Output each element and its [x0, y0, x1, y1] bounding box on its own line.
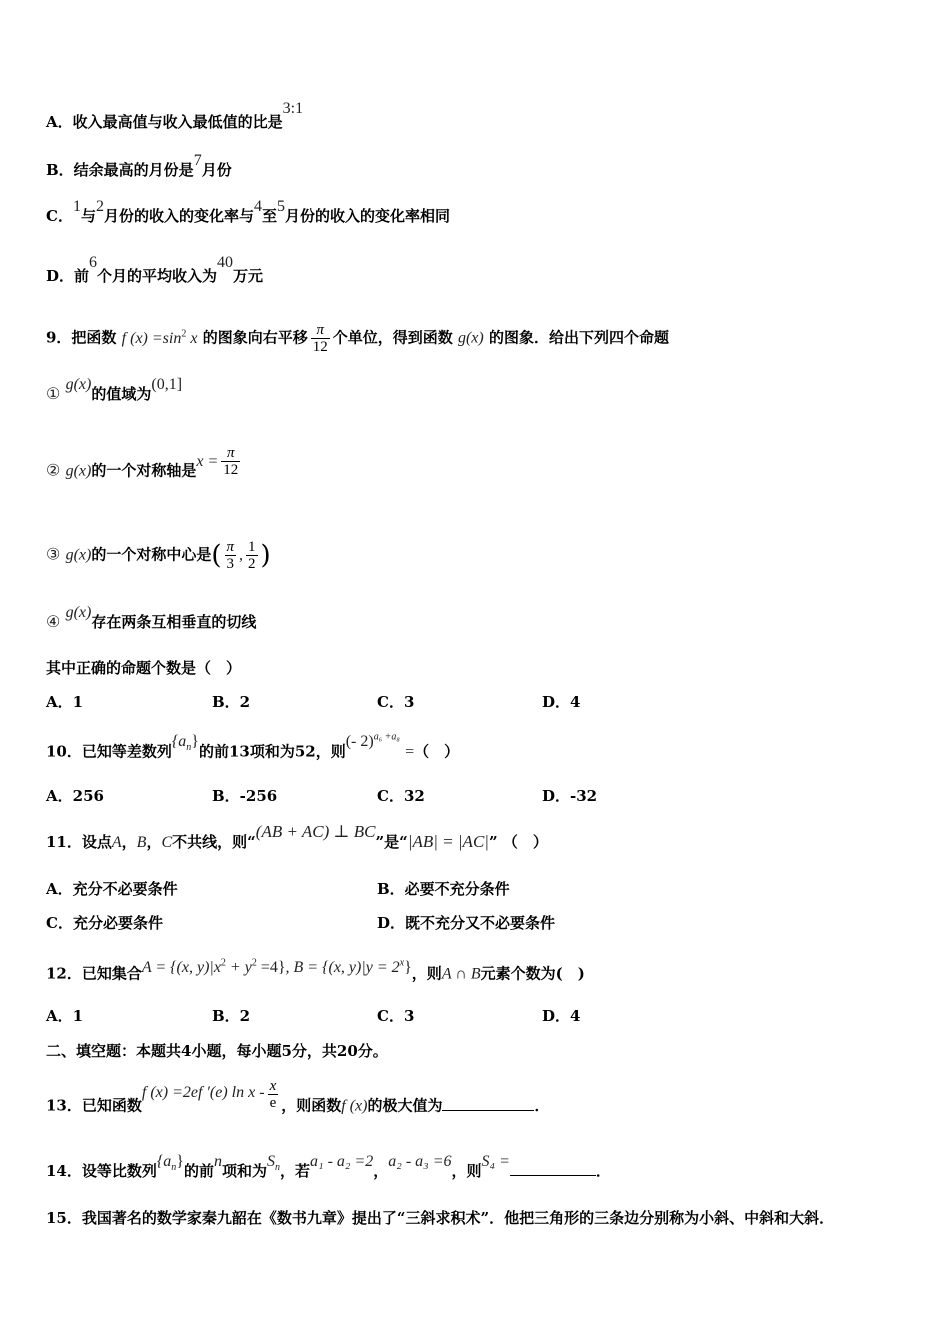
q14-eq1: a₁ - a₂ =2	[310, 1153, 374, 1170]
q9-p1-mark: ①	[46, 386, 61, 403]
q13-answer-blank[interactable]	[442, 1096, 534, 1111]
q8-option-a-math: 3:1	[282, 100, 304, 117]
q14-end: ．	[595, 1162, 611, 1180]
q9-p3-mark: ③	[46, 546, 61, 564]
q9-p4-mark: ④	[46, 614, 61, 631]
q15-stem: 15．我国著名的数学家秦九韶在《数书九章》提出了“三斜求积术”．他把三角形的三条边分别称为小斜、中斜和大斜．	[46, 1209, 835, 1227]
q8-option-a-label: A．收入最高值与收入最低值的比是	[46, 113, 283, 131]
q12-option-a: A．1	[46, 1007, 84, 1025]
q8-option-c-t2: 月份的收入的变化率与	[103, 207, 254, 225]
q11-point-a: A	[111, 834, 122, 851]
q9-p1-g: g(x)	[65, 376, 92, 393]
q9-p2-x: x =	[196, 452, 219, 470]
q8-option-c-t3: 至	[261, 207, 277, 225]
q9-p3-frac-half: $\frac{1}{2}$	[248, 539, 256, 572]
q14-t5: ，则	[451, 1162, 482, 1180]
q14-stem	[46, 1153, 611, 1188]
q12-option-d: D．4	[542, 1007, 581, 1025]
q9-option-d: D．4	[542, 693, 581, 711]
q11-option-d: D．既不充分又不必要条件	[377, 914, 556, 932]
section-2-heading: 二、填空题：本题共4小题，每小题5分，共20分。	[46, 1042, 388, 1060]
q12-set-a: A = {(x, $y)|x^2 + y^2 =4$}	[141, 958, 286, 977]
q13-function: f (x) =2ef ′(e) ln x -	[141, 1083, 265, 1101]
left-paren-icon: (	[211, 540, 222, 571]
q13-mid: ，则函数	[281, 1096, 342, 1115]
q9-option-b: B．2	[212, 693, 251, 711]
q8-option-d-n1: 6	[89, 254, 98, 271]
q14-seq: $\{a_n\}$	[156, 1153, 184, 1174]
q13-stem	[46, 1078, 550, 1123]
q14-S4: S₄ =	[481, 1153, 510, 1170]
q9-p2-text: 的一个对称轴是	[91, 461, 197, 480]
q10-option-a: A．256	[46, 787, 104, 805]
q12-pre: 12．已知集合	[46, 964, 142, 983]
q13-end: ．	[534, 1096, 550, 1115]
q14-S: $S_n$	[267, 1153, 280, 1174]
q11-point-b: B	[136, 834, 147, 851]
q11-point-c: C	[161, 834, 173, 851]
q11-option-b: B．必要不充分条件	[377, 880, 510, 898]
q8-option-b-pre: B．结余最高的月份是	[46, 161, 194, 179]
q13-pre: 13．已知函数	[46, 1096, 142, 1115]
q11-lquote-2: “	[399, 833, 408, 851]
q8-option-c-pre: C．	[46, 207, 73, 225]
q14-t1: 的前	[183, 1162, 214, 1180]
q8-option-c-n2: 2	[95, 198, 104, 215]
q11-cond2: |AB| = |AC|	[407, 832, 489, 851]
q9-function-g: g(x)	[457, 329, 484, 347]
q8-option-c-n4: 5	[277, 198, 285, 215]
q8-option-c	[46, 198, 451, 227]
q9-option-c: C．3	[377, 693, 415, 711]
q11-sep-1: ，	[121, 833, 137, 851]
q9-p4-g: g(x)	[65, 604, 92, 621]
q14-t4: ，	[373, 1162, 389, 1180]
q10-seq: $\{a_n\}$	[171, 733, 199, 754]
q12-set-b: , B = {(x, $y)|y = 2^x$}	[285, 958, 412, 977]
q10-expr: (- 2)$^{a_6 +a_8}$	[345, 732, 400, 751]
q9-stem-mid2: 个单位，得到函数	[332, 328, 453, 347]
q9-p1-text: 的值域为	[91, 385, 152, 403]
q8-option-d-pre: D．前	[46, 267, 90, 285]
q9-proposition-3	[46, 539, 271, 572]
q14-t3: ，若	[280, 1162, 311, 1180]
q11-cond1: (AB + AC) ⊥ BC	[255, 822, 376, 841]
q9-p3-g: g(x)	[65, 546, 92, 564]
q9-proposition-2	[46, 445, 243, 488]
q9-stem-post: 的图象．给出下列四个命题	[488, 328, 669, 347]
q10-post: （ ）	[414, 742, 460, 761]
q12-mid: ，则	[411, 964, 442, 983]
q11-post: （ ）	[502, 833, 548, 851]
q9-p1-value: (0,1]	[151, 376, 183, 393]
q12-post: 元素个数为( )	[480, 964, 585, 983]
q11-is: 是	[384, 833, 400, 851]
q10-pre: 10．已知等差数列	[46, 742, 172, 761]
q12-intersection: A ∩ B	[441, 965, 481, 983]
q9-ask: 其中正确的命题个数是（ ）	[46, 659, 242, 677]
q8-option-b-num: 7	[193, 152, 202, 169]
q8-option-c-t4: 月份的收入的变化率相同	[285, 207, 451, 225]
q8-option-c-n3: 4	[253, 198, 262, 215]
q14-eq2: a₂ - a₃ =6	[388, 1153, 452, 1170]
q9-p2-fraction: $\frac{\pi}{12}$	[223, 445, 239, 478]
q8-option-c-n1: 1	[72, 198, 81, 215]
q9-p2-mark: ②	[46, 462, 61, 480]
q8-option-d	[46, 254, 264, 287]
q8-option-c-t1: 与	[80, 207, 96, 225]
q9-option-a: A．1	[46, 693, 84, 711]
q10-option-d: D．-32	[542, 787, 598, 805]
q14-t2: 项和为	[221, 1162, 267, 1180]
q11-lquote-1: “	[247, 833, 256, 851]
right-paren-icon: )	[260, 540, 271, 571]
q14-n: n	[213, 1153, 222, 1170]
q8-option-b	[46, 152, 232, 181]
q13-post: 的极大值为	[367, 1096, 443, 1115]
q13-fraction: $\frac{x}{e}$	[269, 1078, 277, 1111]
q8-option-a	[46, 100, 304, 133]
q11-option-a: A．充分不必要条件	[46, 880, 178, 898]
q9-p2-g: g(x)	[65, 462, 92, 480]
q12-option-b: B．2	[212, 1007, 251, 1025]
q9-p3-frac-pi: $\frac{\pi}{3}$	[226, 539, 235, 572]
q11-option-c: C．充分必要条件	[46, 914, 163, 932]
q9-stem-pre: 9．把函数	[46, 328, 117, 347]
q9-stem-mid: 的图象向右平移	[202, 328, 308, 347]
q11-sep-2: ，	[146, 833, 162, 851]
q13-fx: f (x)	[341, 1097, 368, 1115]
q11-rquote-2: ”	[488, 833, 498, 851]
q11-mid: 不共线，则	[172, 833, 248, 851]
q10-mid: 的前13项和为52，则	[198, 742, 346, 761]
q10-stem	[46, 732, 460, 769]
q9-shift-fraction: $\frac{\pi}{12}$	[312, 322, 328, 355]
q14-answer-blank[interactable]	[510, 1161, 596, 1176]
q8-option-d-n2: 40	[217, 254, 234, 271]
q12-option-c: C．3	[377, 1007, 415, 1025]
q9-stem	[46, 322, 669, 355]
q8-option-d-t2: 万元	[233, 267, 264, 285]
q10-option-b: B．-256	[212, 787, 278, 805]
q10-option-c: C．32	[377, 787, 425, 805]
q9-p3-comma: ,	[239, 546, 244, 564]
q11-stem	[46, 822, 548, 853]
q12-stem	[46, 960, 585, 984]
q11-rquote-1: ”	[375, 833, 385, 851]
q8-option-b-post: 月份	[201, 161, 232, 179]
q10-eq: =	[405, 743, 415, 761]
q9-p4-text: 存在两条互相垂直的切线	[91, 613, 257, 631]
q9-proposition-1	[46, 376, 183, 405]
q9-function-f: f $(x) =\sin^2$ x	[121, 328, 198, 347]
q9-proposition-4	[46, 604, 257, 633]
q8-option-d-t1: 个月的平均收入为	[97, 267, 218, 285]
q9-p3-text: 的一个对称中心是	[91, 545, 212, 564]
q11-pre: 11．设点	[46, 833, 112, 851]
q14-pre: 14．设等比数列	[46, 1162, 157, 1180]
